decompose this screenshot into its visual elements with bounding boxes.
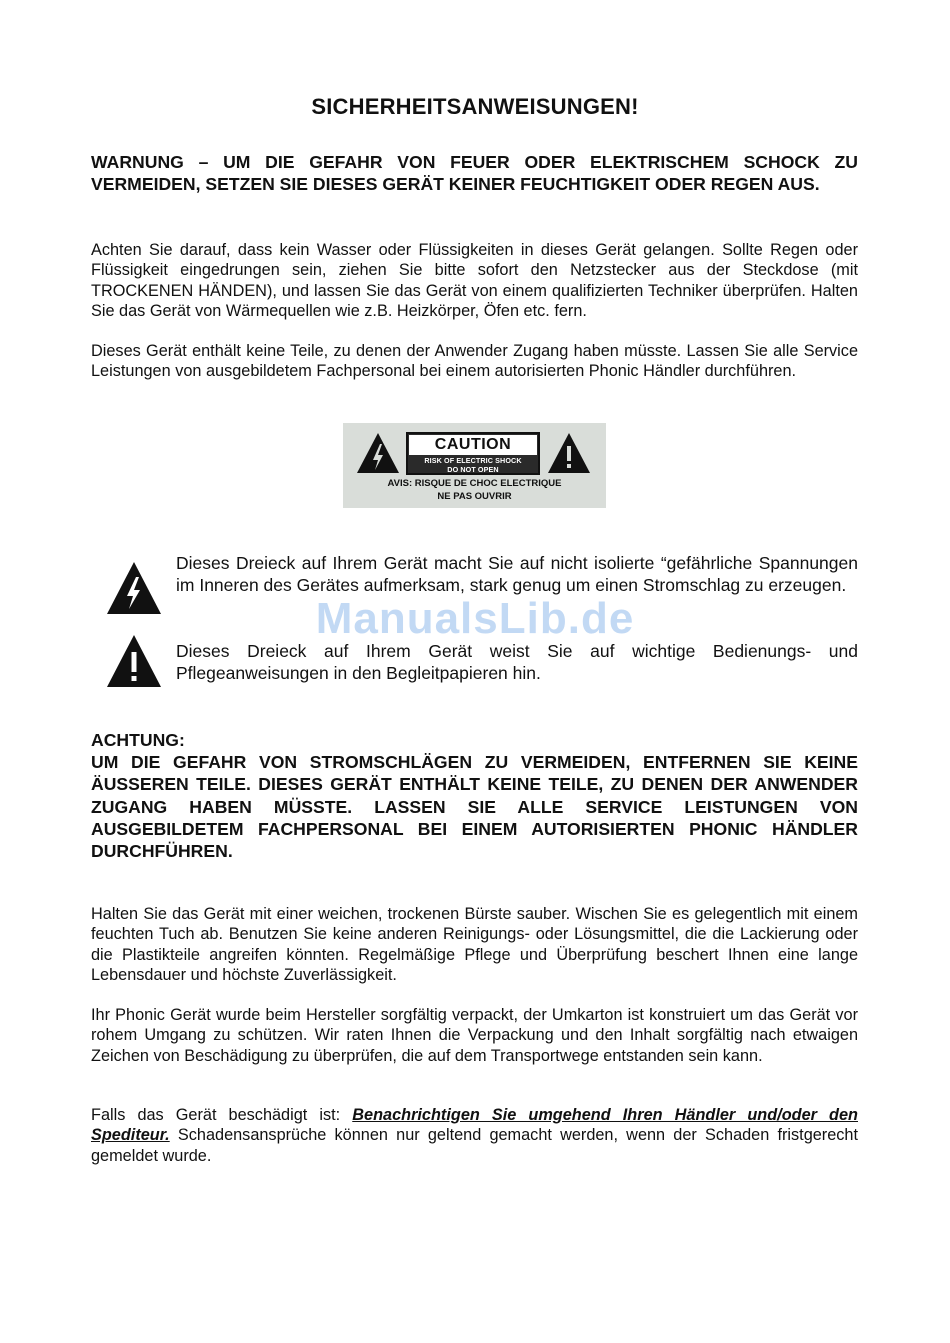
attention-heading: ACHTUNG: (91, 730, 185, 750)
service-paragraph: Dieses Gerät enthält keine Teile, zu denen der Anwender Zugang haben müsste. Lassen Sie alle Service Leistungen von ausgebildetem Fachpersonal bei einem autorisierten Phonic Händler durchführen. (91, 342, 858, 381)
caution-line-2: DO NOT OPEN (447, 465, 499, 474)
water-paragraph: Achten Sie darauf, dass kein Wasser oder Flüssigkeiten in dieses Gerät gelangen. Sollte Regen oder Flüssigkeit eingedrungen sein, ziehen Sie bitte sofort den Netzstecker aus der Steckdose (mit TROCKENEN HÄNDEN), und lassen Sie das Gerät von einem qualifizierten Techniker überprüfen. Halten Sie das Gerät von Wärmequellen wie z.B. Heizkörper, Öfen etc. fern. (91, 241, 858, 320)
damage-prefix: Falls das Gerät beschädigt ist: (91, 1106, 353, 1124)
lightning-triangle-icon (355, 431, 401, 475)
attention-section (91, 729, 858, 862)
exclamation-symbol-description: Dieses Dreieck auf Ihrem Gerät weist Sie auf wichtige Bedienungs- und Pflegeanweisungen in den Begleitpapieren hin. (176, 641, 858, 683)
packaging-paragraph: Ihr Phonic Gerät wurde beim Hersteller sorgfältig verpackt, der Umkarton ist konstruiert um das Gerät vor rohem Umgang zu schützen. Wir raten Ihnen die Verpackung und den Inhalt sorgfältig nach etwaigen Zeichen von Beschädigung zu überprüfen, die auf dem Transportwege entstanden sein kann. (91, 1006, 858, 1065)
exclamation-triangle-icon (546, 431, 592, 475)
warning-text: WARNUNG – UM DIE GEFAHR VON FEUER ODER ELEKTRISCHEM SCHOCK ZU VERMEIDEN, SETZEN SIE DIESES GERÄT KEINER FEUCHTIGKEIT ODER REGEN AUS. (91, 152, 858, 195)
damage-suffix: Schadensansprüche können nur geltend gemacht werden, wenn der Schaden fristgerecht gemeldet wurde. (91, 1126, 858, 1165)
avis-line-1: AVIS: RISQUE DE CHOC ELECTRIQUE (387, 478, 562, 489)
lightning-symbol-description: Dieses Dreieck auf Ihrem Gerät macht Sie auf nicht isolierte “gefährliche Spannungen im Inneren des Gerätes aufmerksam, stark genug um einen Stromschlag zu erzeugen. (176, 553, 858, 595)
damage-emphasis: Benachrichtigen Sie umgehend Ihren Händler und/oder den Spediteur. (91, 1106, 858, 1145)
cleaning-paragraph: Halten Sie das Gerät mit einer weichen, trockenen Bürste sauber. Wischen Sie es gelegentlich mit einem feuchten Tuch ab. Benutzen Sie keine anderen Reinigungs- oder Lösungsmittel, die die Lackierung oder die Plastikteile angreifen könnten. Regelmäßige Pflege und Überprüfung beschert Ihnen eine lange Lebensdauer und höchste Zuverlässigkeit. (91, 905, 858, 984)
damage-paragraph (91, 1105, 858, 1166)
attention-body: UM DIE GEFAHR VON STROMSCHLÄGEN ZU VERMEIDEN, ENTFERNEN SIE KEINE ÄUSSEREN TEILE. DIESES GERÄT ENTHÄLT KEINE TEILE, ZU DENEN DER ANWENDER ZUGANG HABEN MÜSSTE. LASSEN SIE ALLE SERVICE LEISTUNGEN VON AUSGEBILDETEM FACHPERSONAL BEI EINEM AUTORISIERTEN PHONIC HÄNDLER DURCHFÜHREN. (91, 752, 858, 862)
caution-box (406, 432, 540, 475)
caution-word: CAUTION (409, 435, 537, 455)
caution-line-1: RISK OF ELECTRIC SHOCK (424, 456, 522, 465)
avis-line-2: NE PAS OUVRIR (437, 491, 512, 502)
page-title: SICHERHEITSANWEISUNGEN! (311, 94, 639, 119)
caution-label (343, 423, 606, 508)
watermark: ManualsLib.de (315, 594, 635, 643)
